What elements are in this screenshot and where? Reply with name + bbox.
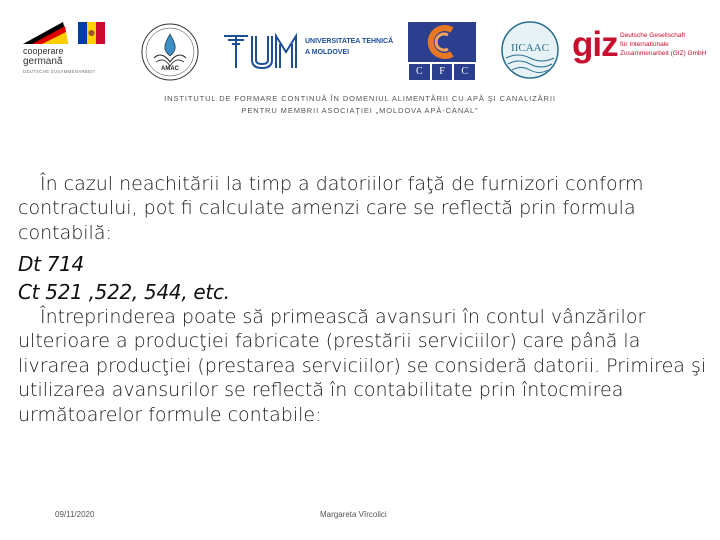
institute-header <box>0 93 720 117</box>
footer-date: 09/11/2020 <box>55 510 95 519</box>
iicaac-label: IICAAC <box>511 42 549 54</box>
utm-name <box>305 36 393 58</box>
institute-line2: PENTRU MEMBRII ASOCIAŢIEI „MOLDOVA APĂ-CANAL” <box>241 106 479 115</box>
cfc-logo <box>408 22 476 80</box>
cfc-letter-3: C <box>454 64 475 80</box>
amac-logo <box>140 22 200 82</box>
utm-logo <box>222 28 402 74</box>
cfc-letters <box>408 64 476 80</box>
cooperare-germana-logo <box>18 16 113 78</box>
paragraph-advances-text: Întreprinderea poate să primească avansuri în contul vânzărilor ulterioare a producţiei fabricate (prestării serviciilor) care până la livrarea producţiei (prestarea serviciilor) se consideră datorii. Primirea şi utilizarea avansurilor se reflectă în contabilitate prin întocmirea următoarelor formule contabile: <box>18 306 707 426</box>
giz-fullname <box>620 31 706 58</box>
iicaac-logo <box>500 20 560 80</box>
paragraph-advances <box>18 305 708 427</box>
giz-line2: für Internationale <box>620 41 669 48</box>
giz-logo <box>572 26 712 72</box>
footer-author: Margareta Vîrcolici <box>320 510 387 519</box>
paragraph-fines <box>18 172 708 245</box>
institute-line1: INSTITUTUL DE FORMARE CONTINUĂ ÎN DOMENIUL ALIMENTĂRII CU APĂ ŞI CANALIZĂRII <box>164 94 556 103</box>
formula-credit: Ct 521 ,522, 544, etc. <box>18 280 230 304</box>
germana-text: germană <box>23 56 63 67</box>
germany-moldova-flags-icon <box>18 16 113 46</box>
cfc-emblem-icon <box>408 22 476 64</box>
amac-emblem-icon <box>140 22 200 82</box>
utm-name-line2: A MOLDOVEI <box>305 49 350 56</box>
utm-letters-icon <box>222 28 302 74</box>
formula-debit: Dt 714 <box>18 252 84 276</box>
giz-line1: Deutsche Gesellschaft <box>620 32 686 39</box>
logo-header <box>0 0 720 92</box>
cfc-letter-1: C <box>409 64 430 80</box>
zusammenarbeit-text: DEUTSCHE ZUSAMMENARBEIT <box>23 69 96 74</box>
giz-mark: giz <box>572 25 618 64</box>
cooperare-text: cooperare <box>23 46 64 56</box>
utm-name-line1: UNIVERSITATEA TEHNICĂ <box>305 38 394 45</box>
giz-line3: Zusammenarbeit (GIZ) GmbH <box>620 50 707 57</box>
amac-label: AMAC <box>161 66 179 72</box>
cfc-letter-2: F <box>432 64 453 80</box>
paragraph-fines-text: În cazul neachitării la timp a datoriilor faţă de furnizori conform contractului, pot fi calculate amenzi care se reflectă prin formula contabilă: <box>18 173 644 244</box>
